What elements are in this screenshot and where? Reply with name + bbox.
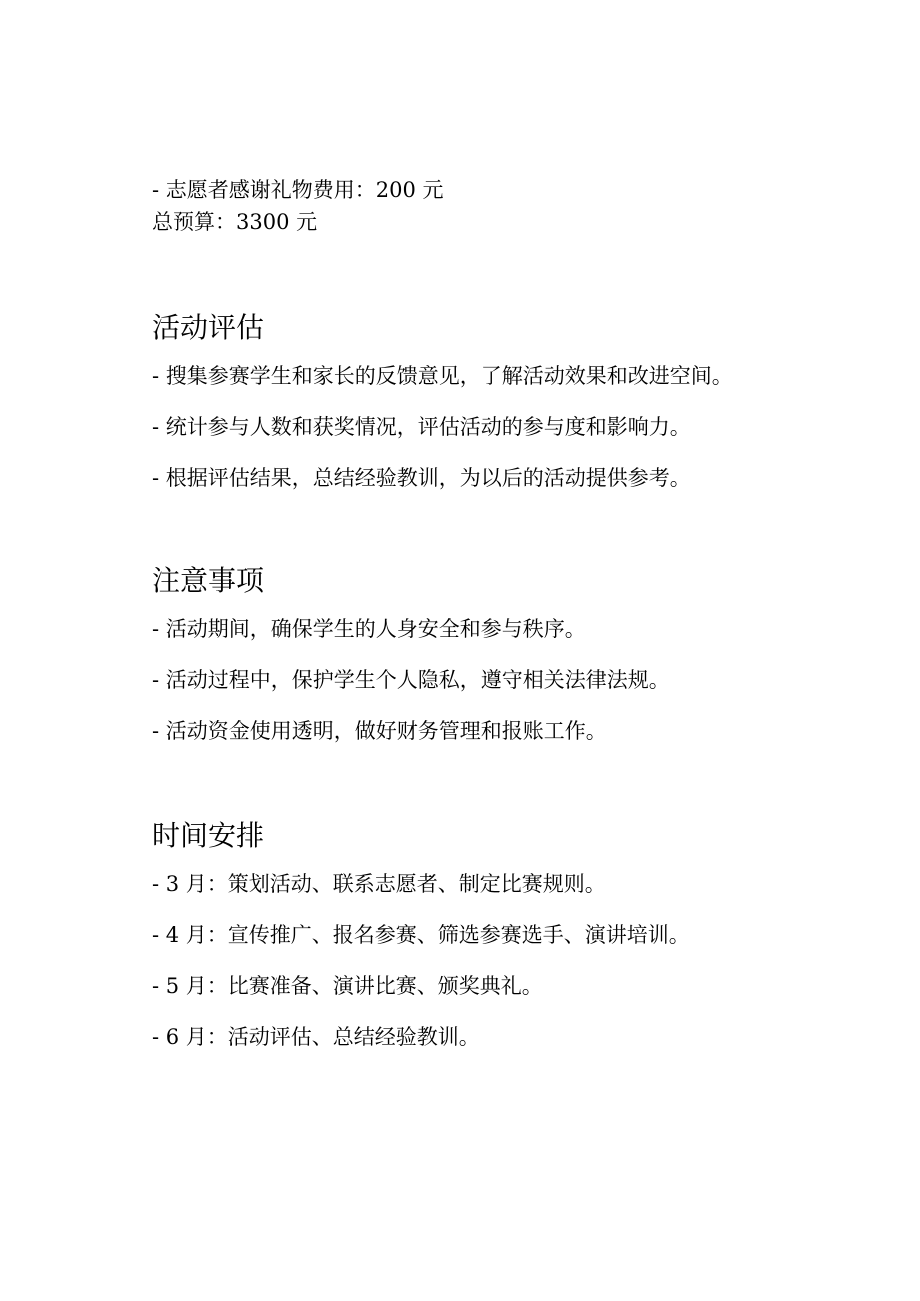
list-item: - 活动资金使用透明，做好财务管理和报账工作。 (152, 719, 607, 743)
budget-total-line: 总预算：3300 元 (152, 210, 318, 234)
list-item: - 搜集参赛学生和家长的反馈意见，了解活动效果和改进空间。 (152, 364, 733, 388)
evaluation-list (152, 360, 872, 494)
section-heading-evaluation: 活动评估 (152, 311, 265, 344)
list-item: - 3 月：策划活动、联系志愿者、制定比赛规则。 (152, 872, 606, 896)
list-item: - 5 月：比赛准备、演讲比赛、颁奖典礼。 (152, 974, 543, 998)
list-item: - 活动期间，确保学生的人身安全和参与秩序。 (152, 617, 586, 641)
section-evaluation (152, 310, 872, 494)
list-item: - 4 月：宣传推广、报名参赛、筛选参赛选手、演讲培训。 (152, 923, 690, 947)
budget-gift-line: - 志愿者感谢礼物费用：200 元 (152, 178, 444, 202)
section-heading-schedule: 时间安排 (152, 819, 265, 852)
list-item: - 活动过程中，保护学生个人隐私，遵守相关法律法规。 (152, 668, 670, 692)
schedule-list (152, 868, 872, 1053)
notes-list (152, 613, 872, 747)
section-notes (152, 563, 872, 747)
list-item: - 统计参与人数和获奖情况，评估活动的参与度和影响力。 (152, 415, 691, 439)
budget-block (152, 174, 852, 238)
list-item: - 根据评估结果，总结经验教训，为以后的活动提供参考。 (152, 466, 691, 490)
section-schedule (152, 818, 872, 1053)
section-heading-notes: 注意事项 (152, 564, 265, 597)
list-item: - 6 月：活动评估、总结经验教训。 (152, 1025, 480, 1049)
